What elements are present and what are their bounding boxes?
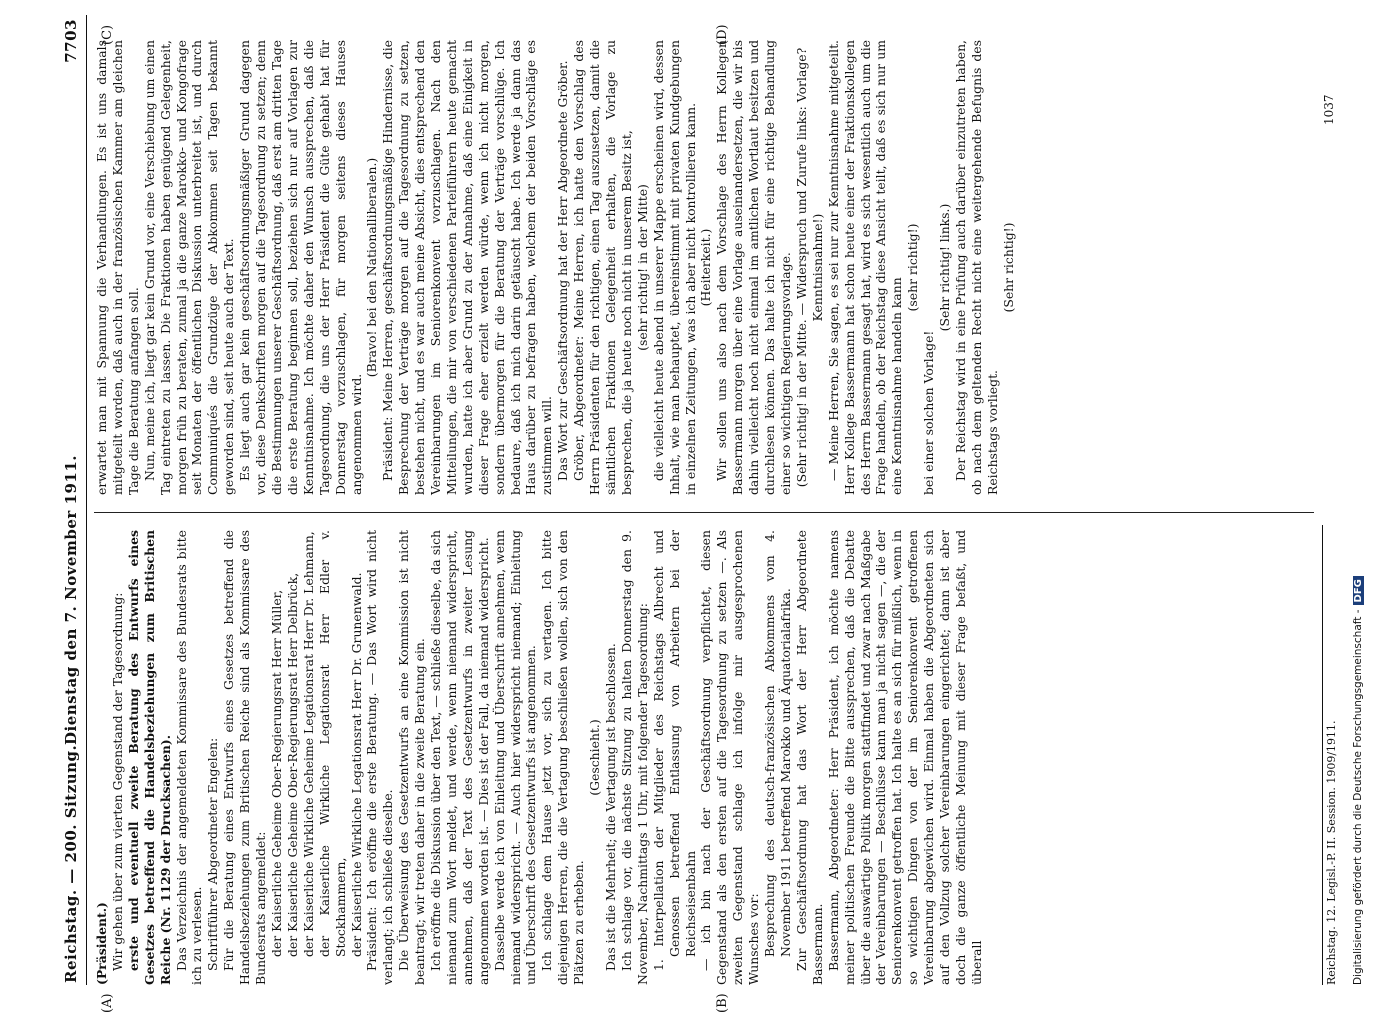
paragraph: — Meine Herren, Sie sagen, es sei nur zur Kenntnisnahme mitgeteilt. Herr Kollege Bassermann hat schon heute einer der Fraktionskollegen des Herrn Bassermann gesagt hat, wird es sich wesentlich auch um die Frage handeln, ob der Reichstag diese Ansicht teilt, daß es sich nur um eine Kenntnisnahme handeln kann: [825, 40, 905, 495]
paragraph: Bassermann, Abgeordneter: Herr Präsident, ich möchte namens meiner politischen Freunde die Bitte aussprechen, daß die Debatte über die auswärtige Politik morgen stattfindet und zwar nach Maßgabe der Vereinbarungen — Beschlüsse kann man ja nicht sagen —, die der Seniorenkonvent getroffen hat. Ich halte es an sich für mißlich, wenn in so wichtigen Dingen von der im Seniorenkonvent getroffenen Vereinbarung abgewichen wird. Einmal haben die Abgeordneten sich auf den Vollzug solcher Vereinbarungen eingerichtet; dann ist aber doch die ganze öffentliche Meinung mit dieser Frage befaßt, und überall: [825, 530, 984, 985]
paragraph: erwartet man mit Spannung die Verhandlungen. Es ist uns damals mitgeteilt worden, daß auch in der französischen Kammer am gleichen Tage die Beratung anfangen soll.: [94, 40, 141, 495]
paragraph: Die Überweisung des Gesetzentwurfs an eine Kommission ist nicht beantragt; wir treten daher in die zweite Beratung ein.: [396, 530, 428, 985]
paragraph: Präsident: Meine Herren, geschäftsordnungsmäßige Hindernisse, die Besprechung der Verträge morgen auf die Tagesordnung zu setzen, bestehen nicht, und es war auch meine Absicht, dies entsprechend den Vereinbarungen im Seniorenkonvent vorzuschlagen. Nach den Mitteilungen, die mir von verschiedenen Parteiführern heute gemacht wurden, hatte ich aber Grund zu der Annahme, daß eine Einigkeit in dieser Frage eher erzielt werden würde, wenn ich nicht morgen, sondern übermorgen für die Beratung der Verträge vorschlüge. Ich bedaure, daß ich mich darin getäuscht habe. Ich werde ja dann das Haus darüber zu befragen haben, welchem der beiden Vorschläge es zustimmen will.: [380, 40, 555, 495]
paragraph: Wir gehen über zum vierten Gegenstand der Tagesordnung:: [109, 592, 125, 971]
rotated-page-content: [60, 15, 1360, 1013]
paragraph: der Kaiserliche Wirkliche Geheime Legationsrat Herr Dr. Lehmann,: [300, 531, 316, 957]
paragraph: die vielleicht heute abend in unserer Mappe erscheinen wird, dessen Inhalt, wie man behauptet, übereinstimmt mit privaten Kundgebungen in einzelnen Zeitungen, was ich aber nicht kontrollieren kann.: [650, 40, 698, 495]
paragraph: erste und eventuell zweite Beratung des Entwurfs eines Gesetzes betreffend die Handelsbeziehungen zum Britischen Reiche (Nr. 1129 der Drucksachen).: [125, 530, 173, 985]
paragraph: Präsident: Ich eröffne die erste Beratung. — Das Wort wird nicht verlangt; ich schließe dieselbe.: [364, 530, 396, 985]
paragraph: der Kaiserliche Wirkliche Legationsrat Herr Edler v. Stockhammern,: [316, 530, 348, 957]
running-header: [60, 15, 87, 985]
dfg-logo: DFG: [1353, 576, 1364, 605]
paragraph: Ich schlage vor, die nächste Sitzung zu halten Donnerstag den 9. November, Nachmittags 1 Uhr, mit folgender Tagesordnung:: [618, 530, 650, 985]
paragraph: (Heiterkeit.): [698, 228, 714, 307]
paragraph: Der Reichstag wird in eine Prüfung auch darüber einzutreten haben, ob nach dem geltenden Recht nicht eine weitergehende Befugnis des Reichstags vorliegt.: [952, 40, 1000, 495]
paragraph: Gröber, Abgeordneter: Meine Herren, ich hatte den Vorschlag des Herrn Präsidenten für den richtigen, einen Tag auszusetzen, damit die sämtlichen Fraktionen Gelegenheit erhalten, die Vorlage zu besprechen, die ja heute noch nicht in unserem Besitz ist,: [571, 40, 634, 495]
paragraph: Ich schlage dem Hause jetzt vor, sich zu vertagen. Ich bitte diejenigen Herren, die die Vertagung beschließen wollen, sich von den Plätzen zu erheben.: [539, 530, 587, 985]
paragraph: Ich eröffne die Diskussion über den Text, — schließe dieselbe, da sich niemand zum Wort meldet, und werde, wenn niemand widerspricht, annehmen, daß der Text des Gesetzentwurfs in zweiter Lesung angenommen worden ist. — Dies ist der Fall, da niemand widerspricht.: [428, 530, 491, 985]
paragraph: Für die Beratung eines Entwurfs eines Gesetzes betreffend die Handelsbeziehungen zum Britischen Reiche sind als Kommissare des Bundesrats angemeldet:: [221, 530, 269, 985]
paragraph: bei einer solchen Vorlage!: [921, 330, 937, 495]
header-page-number: 7703: [62, 19, 80, 63]
paragraph: Nun, meine ich, liegt gar kein Grund vor, eine Verschiebung um einen Tag eintreten zu lassen. Die Fraktionen haben genügend Gelegenheit, morgen früh zu beraten, zumal ja die ganze Marokko- und Kongofrage seit Monaten der öffentlichen Diskussion unterbreitet ist, und durch Communiqués die Grundzüge der Abkommen seit Tagen bekannt geworden sind, seit heute auch der Text.: [141, 40, 237, 495]
paragraph: 1. Interpellation der Mitglieder des Reichstags Albrecht und Genossen betreffend Entlassung von Arbeitern bei der Reichseisenbahn: [650, 530, 698, 971]
paragraph: Das Wort zur Geschäftsordnung hat der Herr Abgeordnete Gröber.: [555, 60, 571, 481]
paragraph: (Geschieht.): [587, 719, 603, 796]
paragraph: Das ist die Mehrheit; die Vertagung ist beschlossen.: [603, 643, 618, 971]
column-left: [94, 530, 985, 985]
paragraph: (sehr richtig!): [905, 223, 921, 312]
margin-mark-c: (C): [100, 24, 115, 45]
paragraph: (Präsident.): [94, 902, 109, 985]
paragraph: (Bravo! bei den Nationalliberalen.): [364, 157, 380, 378]
paragraph: der Kaiserliche Geheime Ober-Regierungsrat Herr Delbrück,: [284, 572, 300, 957]
paragraph: der Kaiserliche Geheime Ober-Regierungsrat Herr Müller,: [268, 589, 284, 957]
column-divider: [94, 512, 1314, 513]
credit-text: Digitalisierung gefördert durch die Deutsche Forschungsgemeinschaft -: [1352, 609, 1364, 985]
column-right: [94, 40, 1017, 495]
footer-signature: Reichstag. 12. Legisl.-P. II. Session. 1909/1911.: [1322, 525, 1345, 985]
margin-mark-d: (D): [715, 24, 730, 45]
margin-mark-b: (B): [715, 993, 730, 1013]
paragraph: Dasselbe werde ich von Einleitung und Überschrift annehmen, wenn niemand widerspricht. — Auch hier widerspricht niemand; Einleitung und Überschrift des Gesetzentwurfs ist angenommen.: [491, 530, 539, 985]
paragraph: Das Verzeichnis der angemeldeten Kommissare des Bundesrats bitte ich zu verlesen.: [173, 530, 205, 985]
margin-mark-a: (A): [100, 993, 115, 1013]
paragraph: (Sehr richtig! links.): [937, 203, 953, 332]
paragraph: Schriftführer Abgeordneter Engelen:: [205, 737, 221, 971]
digitization-credit: [1352, 5, 1372, 985]
paragraph: Es liegt auch gar kein geschäftsordnungsmäßiger Grund dagegen vor, diese Denkschriften morgen auf die Tagesordnung zu setzen; denn die Bestimmungen unserer Geschäftsordnung, daß erst am dritten Tage die erste Beratung beginnen soll, beziehen sich nur auf Vorlagen zur Kenntnisnahme. Ich möchte daher den Wunsch aussprechen, daß die Tagesordnung, die uns der Herr Präsident die Güte gehabt hat für Donnerstag vorzuschlagen, für morgen seitens dieses Hauses angenommen wird.: [237, 40, 364, 495]
paragraph: (Sehr richtig! in der Mitte. — Widerspruch und Zurufe links: Vorlage? Kenntnisnahme!): [793, 47, 825, 488]
paragraph: der Kaiserliche Wirkliche Legationsrat Herr Dr. Grunenwald.: [348, 572, 364, 957]
paragraph: Wir sollen uns also nach dem Vorschlage des Herrn Kollegen Bassermann morgen über eine Vorlage auseinandersetzen, die wir bis dahin vielleicht noch nicht einmal im amtlichen Wortlaut besitzen und durchlesen können. Das halte ich nicht für eine richtige Behandlung einer so wichtigen Regierungsvorlage.: [714, 40, 793, 495]
header-center: Dienstag den 7. November 1911.: [62, 455, 80, 745]
header-left: Reichstag. — 200. Sitzung.: [62, 744, 80, 983]
footer-page-number: 1037: [1322, 94, 1336, 125]
paragraph: (Sehr richtig!): [1000, 222, 1016, 313]
paragraph: Zur Geschäftsordnung hat das Wort der Herr Abgeordnete Bassermann.: [793, 530, 825, 985]
paragraph: (sehr richtig! in der Mitte): [634, 184, 650, 351]
paragraph: — ich bin nach der Geschäftsordnung verpflichtet, diesen Gegenstand als den ersten auf die Tagesordnung zu setzen —. Als zweiten Gegenstand schlage ich infolge mir ausgesprochenen Wunsches vor:: [698, 530, 762, 985]
paragraph: Besprechung des deutsch-französischen Abkommens vom 4. November 1911 betreffend Marokko und Äquatorialafrika.: [762, 530, 793, 957]
